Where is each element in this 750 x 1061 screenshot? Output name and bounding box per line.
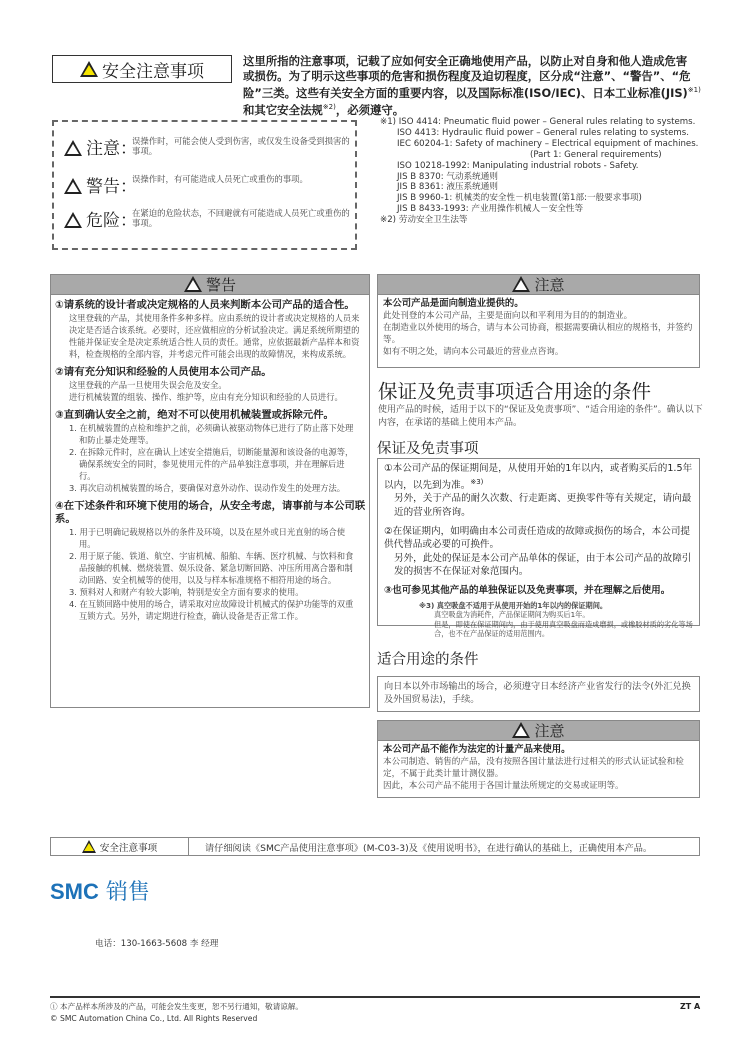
warranty-item-main: ②在保证期内，如明确由本公司责任造成的故障或损伤的场合，本公司提供代替品或必要的可换件。 bbox=[384, 525, 691, 551]
level-label: 注意： bbox=[86, 139, 137, 159]
warning-triangle-icon bbox=[64, 140, 82, 156]
intro-line: ，必须遵守。 bbox=[335, 103, 405, 118]
note-line: JIS B 8370: 气动系统通则 bbox=[397, 171, 498, 182]
brand-smc: SMC bbox=[50, 879, 99, 904]
warning-triangle-icon bbox=[512, 722, 530, 738]
level-label: 警告： bbox=[86, 177, 137, 197]
intro-line: 险”三类。这些有关安全方面的重要内容，以及国际标准(ISO/IEC)、日本工业标准(JIS) bbox=[243, 85, 688, 100]
warranty-item bbox=[384, 525, 693, 579]
note-line: ※2) 劳动安全卫生法等 bbox=[380, 215, 468, 226]
list-item: 1. 用于已明确记载规格以外的条件及环境，以及在屋外或日光直射的场合使用。 bbox=[69, 527, 346, 549]
warning-triangle-icon bbox=[184, 276, 202, 292]
warning-item-body: 进行机械装置的组装、操作、维护等，应由有充分知识和经验的人员进行。 bbox=[69, 392, 343, 402]
warranty-subheading: 保证及免责事项 bbox=[377, 441, 479, 457]
standards-footnotes bbox=[380, 117, 710, 226]
note-line: JIS B 8361: 液压系统通则 bbox=[397, 182, 498, 193]
usage-box: 向日本以外市场输出的场合，必须遵守日本经济产业省发行的法令(外汇兑换及外国贸易法)，手续。 bbox=[377, 676, 700, 712]
list-item: 2. 用于原子能、铁道、航空、宇宙机械、船舶、车辆、医疗机械、与饮料和食品接触的机械、燃烧装置、娱乐设备、紧急切断回路、冲压所用离合器和制动回路、安全机械等的使用，以及与样本标准规格不相符用途的场合。 bbox=[69, 551, 354, 585]
level-desc: 误操作时，有可能造成人员死亡或重伤的事项。 bbox=[132, 174, 308, 184]
page-code: ZT A bbox=[680, 1002, 701, 1011]
warranty-title: 保证及免责事项适合用途的条件 bbox=[378, 380, 652, 403]
intro-line: 或损伤。为了明示这些事项的危害和损伤程度及迫切程度，区分成“注意”、“警告”、“危 bbox=[243, 68, 691, 83]
caution-line: 本公司制造、销售的产品，没有按照各国计量法进行过相关的形式认证试验和检定，不属于此类计量计测仪器。 bbox=[383, 757, 684, 779]
note-line: ISO 10218-1992: Manipulating industrial robots - Safety. bbox=[397, 160, 639, 171]
warning-header bbox=[51, 275, 369, 295]
note-line: ISO 4413: Hydraulic fluid power – General rules relating to systems. bbox=[397, 127, 689, 138]
warranty-intro: 使用产品的时候，适用于以下的“保证及免责事项”、“适合用途的条件”。确认以下内容，在承诺的基础上使用本产品。 bbox=[378, 405, 703, 428]
intro-text bbox=[243, 54, 708, 118]
note-line: JIS B 9960-1: 机械类的安全性－机电装置(第1部:一般要求事项) bbox=[397, 193, 642, 204]
caution-panel-manufacturing bbox=[377, 274, 700, 368]
safety-title-box bbox=[52, 55, 232, 83]
bar-text: 请仔细阅读《SMC产品使用注意事项》(M-C03-3)及《使用说明书》，在进行确认的基础上，正确使用本产品。 bbox=[205, 842, 653, 854]
header-label: 注意 bbox=[534, 722, 565, 740]
footnote-ref: ※2) bbox=[322, 103, 336, 112]
note-line: JIS B 8433-1993: 产业用操作机械人－安全性等 bbox=[397, 204, 584, 215]
warning-item-body: 这里登载的产品，其使用条件多种多样。应由系统的设计者或决定规格的人员来决定是否适合该系统。必要时，还应做相应的分析试验决定。满足系统所期望的性能并保证安全是决定系统适合性人员的责任。通常，应依据最新产品样本和资料，检查规格的全部内容，并考虑元件可能会出现的故障情况，来构成系统。 bbox=[69, 313, 360, 359]
warning-item-heading: ③直到确认安全之前，绝对不可以使用机械装置或拆除元件。 bbox=[55, 409, 334, 421]
footer-divider bbox=[50, 996, 700, 998]
header-label: 警告 bbox=[205, 276, 236, 294]
caution-line: 此处刊登的本公司产品，主要是面向以和平利用为目的的制造业。 bbox=[383, 311, 633, 321]
warning-triangle-icon bbox=[512, 276, 530, 292]
note-line: (Part 1: General requirements) bbox=[530, 149, 662, 160]
level-label: 危险： bbox=[86, 211, 137, 231]
hazard-levels-box bbox=[52, 120, 357, 250]
warranty-item-extra: 另外，此处的保证是本公司产品单体的保证，由于本公司产品的故障引发的损害不在保证对象范围内。 bbox=[394, 552, 692, 578]
list-item: 3. 再次启动机械装置的场合，要确保对意外动作、误动作发生的处理方法。 bbox=[69, 483, 346, 493]
note-line: IEC 60204-1: Safety of machinery – Electrical equipment of machines. bbox=[397, 138, 699, 149]
level-desc: 误操作时，可能会使人受到伤害，或仅发生设备受到损害的事项。 bbox=[132, 136, 350, 156]
warranty-item bbox=[384, 462, 693, 520]
list-item: 1. 在机械装置的点检和维护之前，必须确认被驱动物体已进行了防止落下处理和防止暴走处理等。 bbox=[69, 423, 354, 445]
warning-triangle-icon bbox=[82, 840, 96, 853]
brand-sales: 销售 bbox=[105, 880, 150, 905]
bar-label: 安全注意事项 bbox=[99, 842, 158, 854]
list-item: 4. 在互锁回路中使用的场合，请采取对应故障设计机械式的保护功能等的双重互锁方式。另外，请定期进行检查，确认设备是否正常工作。 bbox=[69, 599, 354, 621]
warning-triangle-icon bbox=[64, 212, 82, 228]
footer-notice: ⓘ 本产品样本所涉及的产品，可能会发生变更，恕不另行通知，敬请谅解。 bbox=[50, 1002, 304, 1011]
note-line: 但是，即使在保证期间内，由于使用真空吸盘而造成磨损，或橡胶材质的劣化等场合，也不在产品保证的适用范围内。 bbox=[434, 619, 693, 639]
warranty-item bbox=[384, 584, 693, 598]
level-warning bbox=[64, 172, 350, 197]
footer bbox=[50, 1001, 303, 1025]
level-desc: 在紧迫的危险状态，不回避就有可能造成人员死亡或重伤的事项。 bbox=[132, 208, 350, 228]
warranty-box bbox=[377, 458, 700, 639]
contact-phone: 电话：130-1663-5608 李 经理 bbox=[95, 939, 219, 949]
footer-copyright: © SMC Automation China Co., Ltd. All Rights Reserved bbox=[50, 1014, 258, 1023]
caution-header bbox=[378, 721, 699, 741]
usage-subheading: 适合用途的条件 bbox=[377, 652, 479, 668]
safety-reminder-bar bbox=[50, 837, 700, 856]
level-caution bbox=[64, 134, 350, 159]
footnote-ref: ※1) bbox=[687, 86, 701, 94]
footnote-ref: ※3) bbox=[470, 477, 484, 486]
header-label: 注意 bbox=[534, 276, 565, 294]
warning-item-body: 这里登载的产品一旦使用失误会危及安全。 bbox=[69, 380, 227, 390]
smc-sales-logo bbox=[50, 875, 150, 906]
warning-panel bbox=[50, 274, 370, 708]
page-title: 安全注意事项 bbox=[102, 61, 204, 82]
warning-item-heading: ①请系统的设计者或决定规格的人员来判断本公司产品的适合性。 bbox=[55, 299, 355, 311]
note-line: 真空吸盘为消耗件，产品保证期间为购买后1年。 bbox=[434, 610, 590, 620]
caution-heading: 本公司产品是面向制造业提供的。 bbox=[383, 298, 524, 309]
caution-header bbox=[378, 275, 699, 295]
warranty-item-main: ①本公司产品的保证期间是，从使用开始的1年以内，或者购买后的1.5年以内，以先到为准。 bbox=[384, 463, 693, 491]
level-danger bbox=[64, 206, 350, 231]
note-head: ※3) 真空吸盘不适用于从使用开始的1年以内的保证期间。 bbox=[419, 600, 608, 610]
caution-heading: 本公司产品不能作为法定的计量产品来使用。 bbox=[383, 744, 571, 755]
warning-triangle-icon bbox=[64, 178, 82, 194]
note-line: ※1) ISO 4414: Pneumatic fluid power – General rules relating to systems. bbox=[380, 117, 696, 127]
warning-triangle-icon bbox=[80, 61, 98, 77]
warning-item-heading: ②请有充分知识和经验的人员使用本公司产品。 bbox=[55, 366, 272, 378]
intro-line: 这里所指的注意事项，记载了应如何安全正确地使用产品，以防止对自身和他人造成危害 bbox=[243, 54, 688, 68]
warranty-item-extra: 另外，关于产品的耐久次数、行走距离、更换零件等有关规定，请向最近的营业所咨询。 bbox=[394, 493, 692, 518]
list-item: 3. 预料对人和财产有较大影响，特别是安全方面有要求的使用。 bbox=[69, 587, 304, 597]
caution-line: 如有不明之处，请向本公司最近的营业点咨询。 bbox=[383, 347, 564, 357]
warranty-note bbox=[384, 601, 693, 639]
caution-line: 在制造业以外使用的场合，请与本公司协商，根据需要确认相应的规格书，并签约等。 bbox=[383, 323, 693, 345]
warning-item-heading: ④在下述条件和环境下使用的场合，从安全考虑，请事前与本公司联系。 bbox=[55, 500, 366, 525]
caution-line: 因此，本公司产品不能用于各国计量法所规定的交易或证明等。 bbox=[383, 781, 624, 791]
intro-line: 和其它安全法规 bbox=[243, 103, 323, 118]
list-item: 2. 在拆除元件时，应在确认上述安全措施后，切断能量源和该设备的电源等，确保系统安全的同时，参见使用元件的产品单独注意事项，并在理解后进行。 bbox=[69, 447, 354, 481]
warranty-item-main: ③也可参见其他产品的单独保证以及免责事项，并在理解之后使用。 bbox=[384, 584, 671, 596]
caution-panel-metrology bbox=[377, 720, 700, 798]
